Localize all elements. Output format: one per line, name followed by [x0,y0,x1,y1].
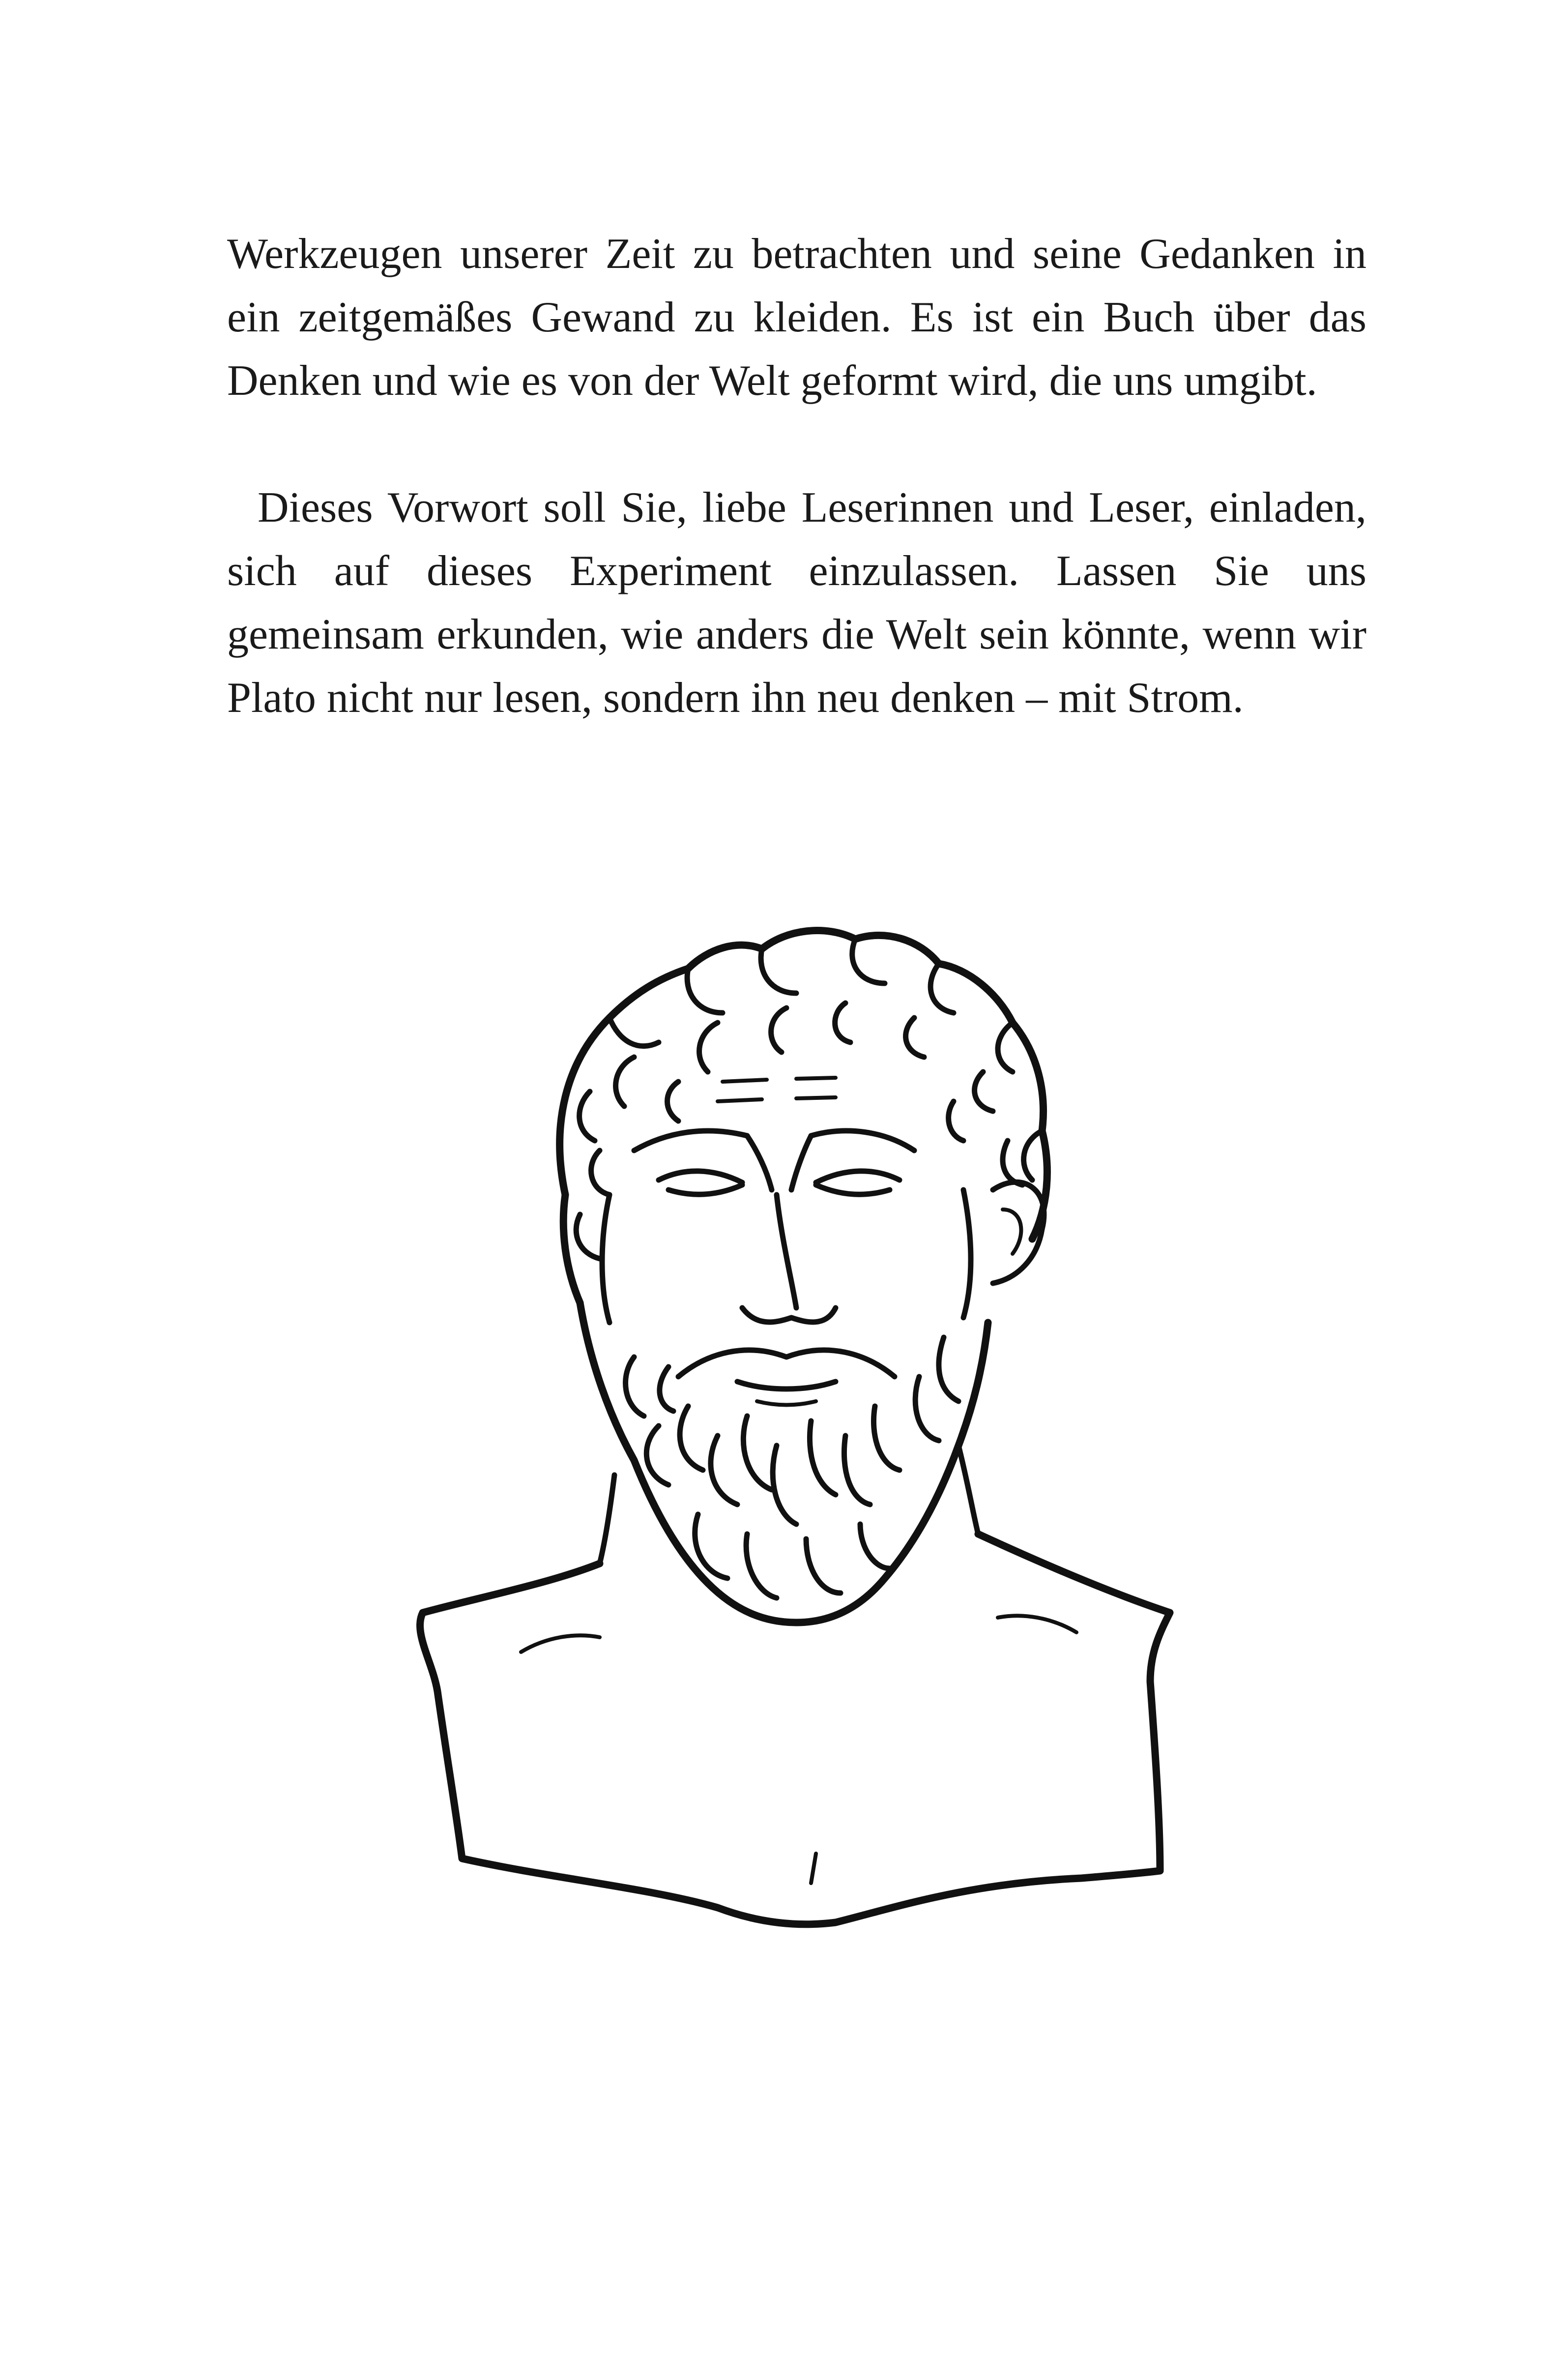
paragraph-1: Werkzeugen unserer Zeit zu betrachten und seine Gedanken in ein zeitgemäßes Gewand zu kleiden. Es ist ein Buch über das Denken und wie es von der Welt geformt wird, die uns umgibt. [227,230,1366,405]
paragraph-2: Dieses Vorwort soll Sie, liebe Leserinnen und Leser, einladen, sich auf dieses Experiment einzulassen. Lassen Sie uns gemeinsam erkunden, wie anders die Welt sein könnte, wenn wir Plato nicht nur lesen, sondern ihn neu denken – mit Strom. [227,484,1366,722]
philosopher-bust-icon [403,895,1190,1952]
